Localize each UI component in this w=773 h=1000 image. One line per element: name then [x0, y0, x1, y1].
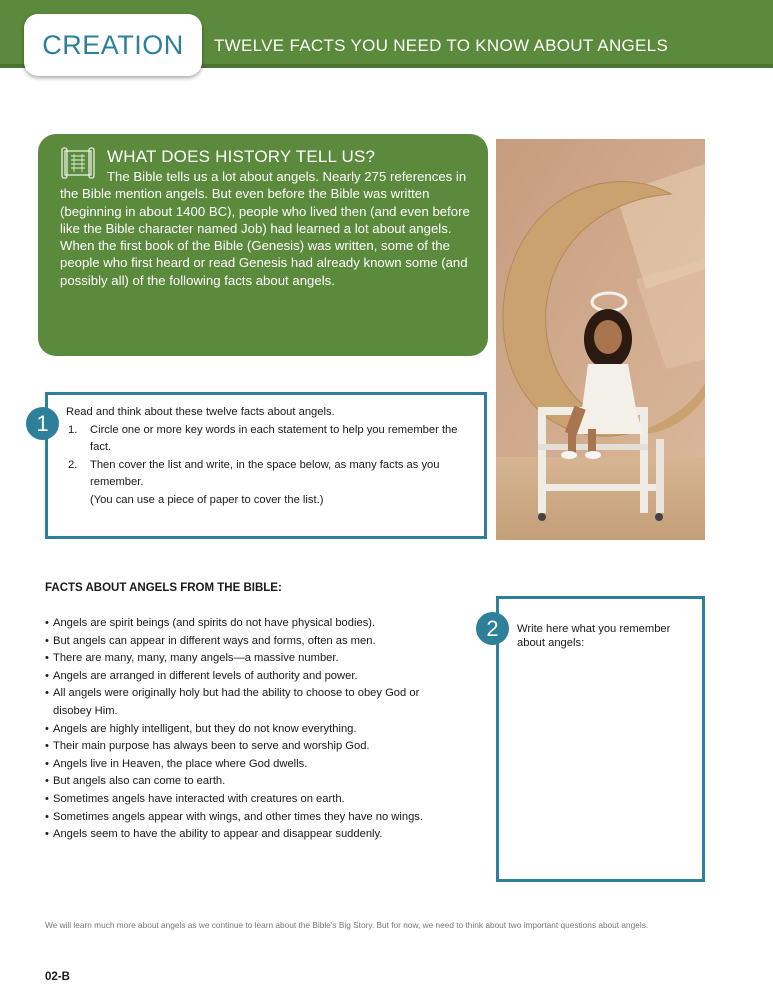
fact-item: • Angels are highly intelligent, but they do not know everything. — [45, 721, 445, 739]
instruction-number: 1. — [68, 423, 78, 436]
instruction-text: Then cover the list and write, in the space below, as many facts as you remember. — [90, 458, 440, 489]
footer-note: We will learn much more about angels as we continue to learn about the Bible's Big Story. But for now, we need to think about two important questions about angels. — [45, 920, 649, 930]
instruction-number: 2. — [68, 458, 78, 471]
fact-item: • Sometimes angels appear with wings, and other times they have no wings. — [45, 809, 445, 827]
page-subtitle: TWELVE FACTS YOU NEED TO KNOW ABOUT ANGELS — [214, 36, 669, 55]
instruction-item — [66, 457, 476, 492]
history-title: WHAT DOES HISTORY TELL US? — [107, 147, 376, 166]
section-tab-label: CREATION — [42, 29, 184, 60]
instructions-list — [66, 422, 476, 492]
fact-item: • Angels are arranged in different levels of authority and power. — [45, 668, 445, 686]
section-tab — [24, 14, 202, 76]
facts-heading: FACTS ABOUT ANGELS FROM THE BIBLE: — [45, 582, 282, 594]
fact-item: • Angels seem to have the ability to appear and disappear suddenly. — [45, 826, 445, 844]
instructions-note: (You can use a piece of paper to cover the list.) — [90, 493, 324, 506]
fact-item: • Angels live in Heaven, the place where God dwells. — [45, 756, 445, 774]
instructions-text — [66, 404, 476, 510]
fact-item: • There are many, many, many angels—a massive number. — [45, 650, 445, 668]
fact-item: • But angels can appear in different ways and forms, often as men. — [45, 633, 445, 651]
step-number-badge: 1 — [26, 407, 59, 440]
fact-item: • Their main purpose has always been to serve and worship God. — [45, 738, 445, 756]
fact-item: • All angels were originally holy but had the ability to choose to obey God or disobey Him. — [45, 685, 445, 720]
history-body: The Bible tells us a lot about angels. Nearly 275 references in the Bible mention angels. But even before the Bible was written (beginning in about 1400 BC), people who lived then (and even before like the Bible character named Job) had learned a lot about angels. When the first book of the Bible (Genesis) was written, some of the people who first heard or read Genesis had already known some (and possibly all) of the following facts about angels. — [60, 169, 470, 288]
angel-girl-photo — [496, 139, 705, 540]
facts-list — [45, 615, 445, 844]
fact-item: • Sometimes angels have interacted with creatures on earth. — [45, 791, 445, 809]
answer-prompt: Write here what you remember about angels: — [517, 623, 671, 649]
instruction-text: Circle one or more key words in each statement to help you remember the fact. — [90, 423, 458, 454]
instruction-item — [66, 422, 476, 457]
fact-item: • But angels also can come to earth. — [45, 773, 445, 791]
fact-item: • Angels are spirit beings (and spirits do not have physical bodies). — [45, 615, 445, 633]
step-number-badge: 2 — [476, 612, 509, 645]
page-number: 02-B — [45, 971, 70, 983]
instructions-intro: Read and think about these twelve facts about angels. — [66, 406, 335, 418]
history-panel — [38, 134, 488, 356]
